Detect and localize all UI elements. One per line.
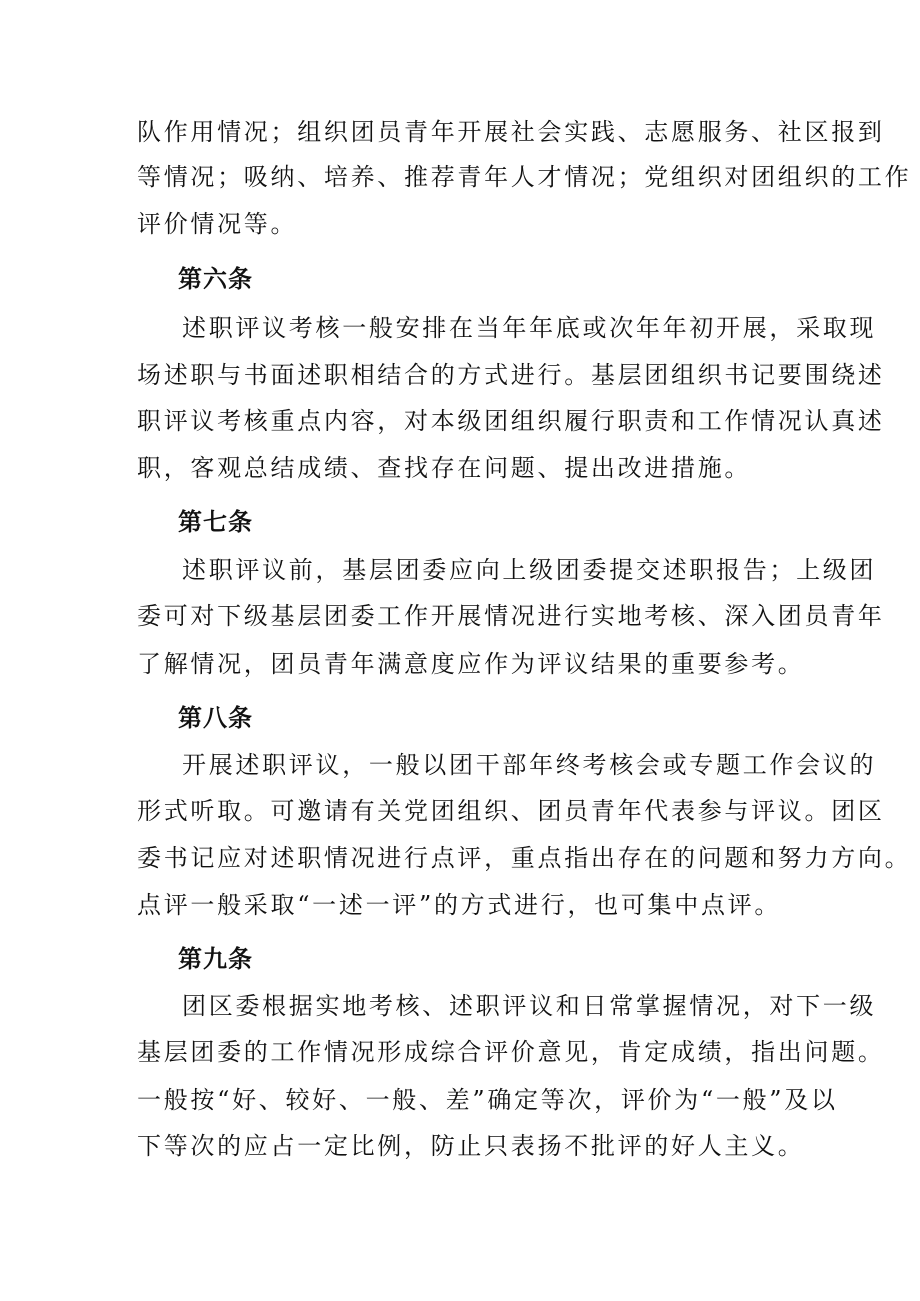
article-8-line-4: 点评一般采取“一述一评”的方式进行，也可集中点评。 (137, 891, 782, 919)
article-8-line-3: 委书记应对述职情况进行点评，重点指出存在的问题和努力方向。 (137, 844, 912, 872)
article-6-line-1: 述职评议考核一般安排在当年年底或次年年初开展，采取现 (182, 314, 877, 342)
article-7-line-2: 委可对下级基层团委工作开展情况进行实地考核、深入团员青年 (137, 602, 885, 630)
intro-line-1: 队作用情况；组织团员青年开展社会实践、志愿服务、社区报到 (137, 118, 885, 146)
article-6-line-2: 场述职与书面述职相结合的方式进行。基层团组织书记要围绕述 (137, 361, 885, 389)
article-6-line-4: 职，客观总结成绩、查找存在问题、提出改进措施。 (137, 454, 752, 482)
article-8-line-2: 形式听取。可邀请有关党团组织、团员青年代表参与评议。团区 (137, 797, 885, 825)
article-7-heading: 第七条 (178, 507, 253, 536)
article-6-heading: 第六条 (178, 264, 253, 293)
article-9-line-4: 下等次的应占一定比例，防止只表扬不批评的好人主义。 (137, 1132, 805, 1160)
article-9-line-2: 基层团委的工作情况形成综合评价意见，肯定成绩，指出问题。 (137, 1038, 885, 1066)
article-8-heading: 第八条 (178, 703, 253, 732)
article-7-line-3: 了解情况，团员青年满意度应作为评议结果的重要参考。 (137, 650, 805, 678)
article-9-line-3: 一般按“好、较好、一般、差”确定等次，评价为“一般”及以 (137, 1086, 838, 1114)
intro-line-2: 等情况；吸纳、培养、推荐青年人才情况；党组织对团组织的工作 (137, 163, 912, 191)
article-6-line-3: 职评议考核重点内容，对本级团组织履行职责和工作情况认真述 (137, 407, 885, 435)
article-9-heading: 第九条 (178, 944, 253, 973)
article-9-line-1: 团区委根据实地考核、述职评议和日常掌握情况，对下一级 (182, 992, 877, 1020)
intro-line-3: 评价情况等。 (137, 210, 298, 238)
article-7-line-1: 述职评议前，基层团委应向上级团委提交述职报告；上级团 (182, 556, 877, 584)
article-8-line-1: 开展述职评议，一般以团干部年终考核会或专题工作会议的 (182, 751, 877, 779)
